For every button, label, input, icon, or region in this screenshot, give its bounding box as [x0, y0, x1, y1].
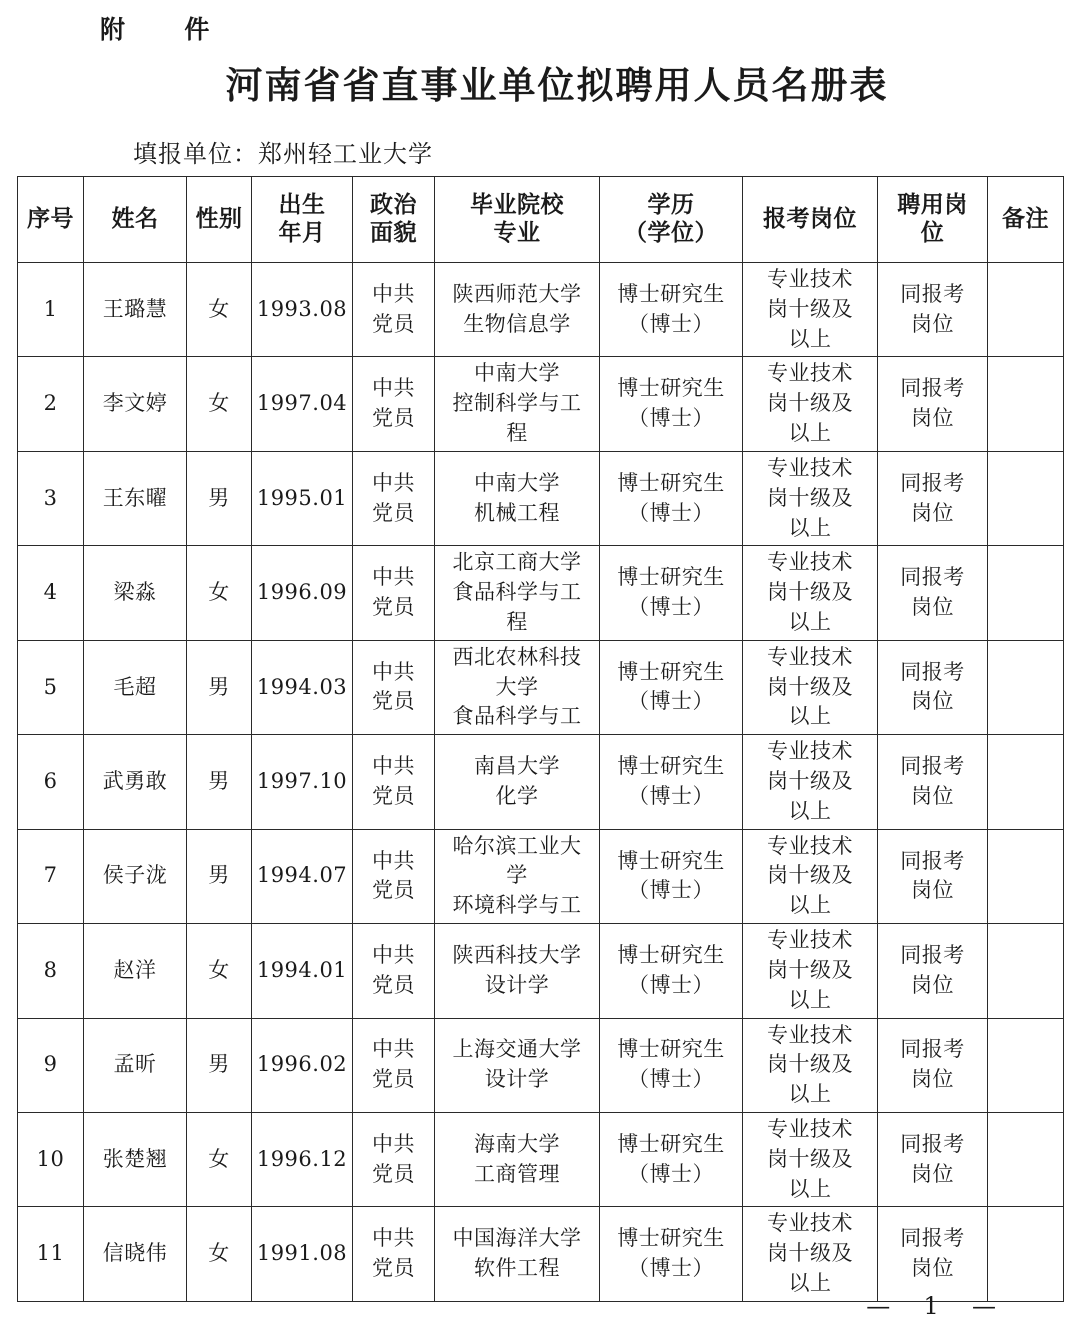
cell-no: 1 — [18, 263, 84, 357]
cell-line: （博士） — [628, 406, 714, 431]
cell-school — [435, 263, 600, 357]
table-row — [18, 1112, 1064, 1206]
cell-line: 学 — [506, 863, 528, 888]
cell-line: 同报考 — [900, 1131, 965, 1156]
cell-sex: 男 — [187, 640, 252, 734]
cell-line: 岗位 — [911, 972, 954, 997]
cell-hire — [878, 1207, 988, 1301]
cell-birth: 1994.03 — [252, 640, 353, 734]
cell-sex: 男 — [187, 829, 252, 923]
table-row — [18, 263, 1064, 357]
cell-hire — [878, 546, 988, 640]
cell-line: 南昌大学 — [474, 754, 560, 779]
cell-pol — [353, 829, 435, 923]
cell-line: 岗十级及 — [767, 863, 853, 888]
cell-line: 同报考 — [900, 659, 965, 684]
cell-line: 程 — [506, 609, 528, 634]
page-number: — 1 — — [866, 1292, 1002, 1320]
table-header — [18, 177, 1064, 263]
cell-line: 岗十级及 — [767, 1146, 853, 1171]
table-row — [18, 357, 1064, 451]
column-header-line: （学位） — [624, 219, 718, 246]
cell-line: 岗位 — [911, 1256, 954, 1281]
cell-line: 博士研究生 — [617, 376, 725, 401]
cell-note — [988, 546, 1064, 640]
cell-line: 同报考 — [900, 1037, 965, 1062]
cell-line: 岗位 — [911, 783, 954, 808]
cell-line: 党员 — [372, 406, 415, 431]
cell-line: （博士） — [628, 689, 714, 714]
cell-name: 赵洋 — [84, 924, 187, 1018]
cell-line: 哈尔滨工业大 — [452, 833, 582, 858]
cell-pol — [353, 1018, 435, 1112]
cell-line: 岗十级及 — [767, 957, 853, 982]
page-title: 河南省省直事业单位拟聘用人员名册表 — [225, 64, 889, 107]
cell-line: 博士研究生 — [617, 848, 725, 873]
cell-line: 岗十级及 — [767, 1241, 853, 1266]
column-header-edu — [600, 177, 743, 263]
cell-line: 党员 — [372, 689, 415, 714]
cell-line: 博士研究生 — [617, 565, 725, 590]
cell-line: 北京工商大学 — [452, 550, 582, 575]
cell-line: 以上 — [788, 1176, 832, 1201]
cell-line: 设计学 — [484, 972, 550, 997]
cell-apply — [743, 1112, 878, 1206]
cell-line: 西北农林科技 — [452, 644, 582, 669]
cell-line: 专业技术 — [767, 455, 853, 480]
cell-line: 岗位 — [911, 595, 954, 620]
cell-name: 侯子泷 — [84, 829, 187, 923]
column-header-line: 面貌 — [370, 219, 417, 246]
table-row — [18, 1207, 1064, 1301]
table-row — [18, 829, 1064, 923]
cell-line: 博士研究生 — [617, 659, 725, 684]
cell-pol — [353, 546, 435, 640]
cell-line: 中国海洋大学 — [452, 1226, 582, 1251]
cell-hire — [878, 829, 988, 923]
cell-hire — [878, 735, 988, 829]
cell-line: 中共 — [372, 754, 415, 779]
cell-line: 党员 — [372, 783, 415, 808]
table-row — [18, 546, 1064, 640]
cell-line: 同报考 — [900, 754, 965, 779]
cell-pol — [353, 640, 435, 734]
cell-apply — [743, 735, 878, 829]
cell-pol — [353, 357, 435, 451]
cell-line: 环境科学与工 — [452, 893, 582, 918]
cell-line: 博士研究生 — [617, 942, 725, 967]
cell-sex: 女 — [187, 1112, 252, 1206]
cell-pol — [353, 1207, 435, 1301]
cell-line: 专业技术 — [767, 1022, 853, 1047]
cell-name: 孟昕 — [84, 1018, 187, 1112]
cell-birth: 1995.01 — [252, 451, 353, 545]
cell-line: 同报考 — [900, 470, 965, 495]
cell-edu — [600, 924, 743, 1018]
cell-line: 中共 — [372, 470, 415, 495]
cell-line: 岗位 — [911, 500, 954, 525]
cell-line: 陕西科技大学 — [452, 942, 582, 967]
cell-no: 8 — [18, 924, 84, 1018]
cell-line: 程 — [506, 421, 528, 446]
cell-sex: 女 — [187, 1207, 252, 1301]
cell-line: （博士） — [628, 500, 714, 525]
cell-line: 岗位 — [911, 406, 954, 431]
cell-line: 岗十级及 — [767, 674, 853, 699]
cell-note — [988, 1207, 1064, 1301]
cell-line: 中共 — [372, 1226, 415, 1251]
cell-school — [435, 735, 600, 829]
cell-birth: 1991.08 — [252, 1207, 353, 1301]
table-row — [18, 735, 1064, 829]
cell-line: 岗十级及 — [767, 296, 853, 321]
column-header-no: 序号 — [18, 177, 84, 263]
cell-line: 中南大学 — [474, 470, 560, 495]
cell-note — [988, 829, 1064, 923]
cell-hire — [878, 451, 988, 545]
cell-name: 信晓伟 — [84, 1207, 187, 1301]
cell-line: 以上 — [788, 609, 832, 634]
cell-birth: 1994.01 — [252, 924, 353, 1018]
cell-line: 以上 — [788, 893, 832, 918]
cell-edu — [600, 546, 743, 640]
cell-line: 岗十级及 — [767, 769, 853, 793]
cell-pol — [353, 1112, 435, 1206]
column-header-line: 位 — [920, 219, 945, 246]
cell-apply — [743, 924, 878, 1018]
cell-no: 6 — [18, 735, 84, 829]
cell-school — [435, 1112, 600, 1206]
cell-apply — [743, 546, 878, 640]
cell-hire — [878, 1112, 988, 1206]
cell-name: 李文婷 — [84, 357, 187, 451]
cell-line: 专业技术 — [767, 644, 853, 669]
cell-line: （博士） — [628, 1256, 714, 1281]
cell-no: 2 — [18, 357, 84, 451]
cell-line: 党员 — [372, 1161, 415, 1186]
cell-line: 专业技术 — [767, 361, 853, 386]
cell-line: 岗位 — [911, 311, 954, 336]
cell-edu — [600, 829, 743, 923]
table-row — [18, 1018, 1064, 1112]
cell-line: 岗十级及 — [767, 580, 853, 605]
cell-apply — [743, 263, 878, 357]
cell-line: 食品科学与工 — [452, 704, 582, 729]
cell-line: 同报考 — [900, 942, 965, 967]
cell-school — [435, 546, 600, 640]
cell-birth: 1997.04 — [252, 357, 353, 451]
cell-line: 中共 — [372, 1131, 415, 1156]
column-header-line: 毕业院校 — [470, 192, 564, 219]
cell-line: 专业技术 — [767, 550, 853, 575]
cell-line: 食品科学与工 — [452, 580, 582, 605]
cell-sex: 男 — [187, 1018, 252, 1112]
cell-note — [988, 263, 1064, 357]
cell-no: 3 — [18, 451, 84, 545]
cell-line: 同报考 — [900, 848, 965, 873]
cell-line: 中共 — [372, 565, 415, 590]
column-header-birth — [252, 177, 353, 263]
cell-line: 专业技术 — [767, 739, 853, 764]
column-header-line: 聘用岗 — [897, 192, 968, 219]
cell-birth: 1996.12 — [252, 1112, 353, 1206]
cell-line: 博士研究生 — [617, 754, 725, 779]
cell-name: 毛超 — [84, 640, 187, 734]
column-header-pol — [353, 177, 435, 263]
cell-edu — [600, 640, 743, 734]
cell-name: 王璐慧 — [84, 263, 187, 357]
cell-line: 专业技术 — [767, 928, 853, 953]
cell-name: 王东曜 — [84, 451, 187, 545]
cell-line: 化学 — [495, 783, 539, 808]
cell-line: 党员 — [372, 878, 415, 903]
cell-line: 党员 — [372, 311, 415, 336]
cell-school — [435, 640, 600, 734]
cell-line: 同报考 — [900, 565, 965, 590]
column-header-line: 年月 — [278, 219, 326, 246]
cell-apply — [743, 640, 878, 734]
cell-line: 同报考 — [900, 1226, 965, 1251]
cell-no: 11 — [18, 1207, 84, 1301]
cell-line: 岗十级及 — [767, 485, 853, 510]
cell-line: （博士） — [628, 972, 714, 997]
table-row — [18, 924, 1064, 1018]
cell-line: 海南大学 — [474, 1131, 560, 1156]
cell-note — [988, 1112, 1064, 1206]
cell-line: 中南大学 — [474, 361, 560, 386]
cell-line: （博士） — [628, 1067, 714, 1092]
cell-hire — [878, 1018, 988, 1112]
cell-apply — [743, 357, 878, 451]
cell-name: 武勇敢 — [84, 735, 187, 829]
cell-line: 岗位 — [911, 878, 954, 903]
cell-line: （博士） — [628, 311, 714, 336]
cell-line: 以上 — [788, 421, 832, 446]
cell-line: 工商管理 — [474, 1161, 560, 1186]
cell-pol — [353, 924, 435, 1018]
cell-no: 4 — [18, 546, 84, 640]
cell-apply — [743, 829, 878, 923]
cell-line: 同报考 — [900, 281, 965, 306]
cell-no: 5 — [18, 640, 84, 734]
cell-edu — [600, 1018, 743, 1112]
cell-line: 党员 — [372, 1256, 415, 1281]
cell-apply — [743, 1018, 878, 1112]
table-body — [18, 263, 1064, 1302]
cell-edu — [600, 1207, 743, 1301]
cell-sex: 女 — [187, 263, 252, 357]
cell-edu — [600, 357, 743, 451]
cell-school — [435, 357, 600, 451]
cell-note — [988, 924, 1064, 1018]
cell-name: 梁淼 — [84, 546, 187, 640]
cell-pol — [353, 451, 435, 545]
reporting-unit-line: 填报单位：郑州轻工业大学 — [133, 140, 433, 168]
cell-sex: 女 — [187, 546, 252, 640]
cell-line: 党员 — [372, 972, 415, 997]
cell-note — [988, 735, 1064, 829]
cell-line: 岗位 — [911, 689, 954, 714]
cell-line: 中共 — [372, 659, 415, 684]
cell-line: 同报考 — [900, 376, 965, 401]
personnel-roster-table — [17, 176, 1064, 1302]
cell-line: 以上 — [788, 987, 832, 1012]
cell-line: 以上 — [788, 704, 832, 729]
cell-line: 以上 — [788, 515, 832, 540]
cell-line: 大学 — [495, 674, 539, 699]
cell-school — [435, 1018, 600, 1112]
cell-pol — [353, 263, 435, 357]
cell-birth: 1993.08 — [252, 263, 353, 357]
cell-line: 以上 — [788, 1082, 832, 1107]
cell-line: 中共 — [372, 376, 415, 401]
cell-edu — [600, 451, 743, 545]
cell-name: 张楚翘 — [84, 1112, 187, 1206]
cell-line: 岗十级及 — [767, 1052, 853, 1077]
column-header-line: 专业 — [493, 219, 541, 246]
cell-apply — [743, 451, 878, 545]
column-header-apply: 报考岗位 — [743, 177, 878, 263]
column-header-line: 政治 — [370, 192, 417, 219]
column-header-hire — [878, 177, 988, 263]
cell-line: 生物信息学 — [463, 311, 571, 336]
cell-line: 博士研究生 — [617, 1226, 725, 1251]
cell-line: （博士） — [628, 878, 714, 903]
cell-note — [988, 1018, 1064, 1112]
cell-edu — [600, 263, 743, 357]
cell-birth: 1997.10 — [252, 735, 353, 829]
column-header-line: 学历 — [647, 192, 695, 219]
cell-line: （博士） — [628, 595, 714, 620]
cell-line: 专业技术 — [767, 1211, 853, 1236]
cell-no: 10 — [18, 1112, 84, 1206]
cell-hire — [878, 357, 988, 451]
cell-note — [988, 357, 1064, 451]
cell-line: 博士研究生 — [617, 470, 725, 495]
table-header-row — [18, 177, 1064, 263]
cell-line: 专业技术 — [767, 1116, 853, 1141]
cell-school — [435, 1207, 600, 1301]
cell-pol — [353, 735, 435, 829]
cell-school — [435, 924, 600, 1018]
column-header-name: 姓名 — [84, 177, 187, 263]
cell-line: 以上 — [788, 798, 832, 823]
column-header-line: 出生 — [278, 192, 326, 219]
cell-line: 控制科学与工 — [452, 391, 582, 416]
cell-line: 设计学 — [484, 1067, 550, 1092]
cell-line: 陕西师范大学 — [452, 281, 582, 306]
cell-line: 以上 — [788, 1271, 832, 1295]
cell-line: 党员 — [372, 1067, 415, 1092]
column-header-sex: 性别 — [187, 177, 252, 263]
cell-line: 博士研究生 — [617, 281, 725, 306]
cell-line: 专业技术 — [767, 833, 853, 858]
cell-line: 中共 — [372, 1037, 415, 1062]
column-header-note: 备注 — [988, 177, 1064, 263]
cell-line: 党员 — [372, 595, 415, 620]
cell-line: 博士研究生 — [617, 1131, 725, 1156]
cell-line: 岗位 — [911, 1161, 954, 1186]
cell-sex: 男 — [187, 451, 252, 545]
cell-line: 岗十级及 — [767, 391, 853, 416]
table-row — [18, 451, 1064, 545]
cell-line: 机械工程 — [474, 500, 560, 525]
cell-line: 中共 — [372, 281, 415, 306]
cell-apply — [743, 1207, 878, 1301]
cell-line: 中共 — [372, 942, 415, 967]
cell-note — [988, 451, 1064, 545]
cell-sex: 女 — [187, 924, 252, 1018]
cell-sex: 男 — [187, 735, 252, 829]
cell-line: 党员 — [372, 500, 415, 525]
cell-line: 岗位 — [911, 1067, 954, 1092]
cell-school — [435, 451, 600, 545]
cell-no: 9 — [18, 1018, 84, 1112]
attachment-label: 附 件 — [100, 15, 224, 44]
cell-sex: 女 — [187, 357, 252, 451]
cell-edu — [600, 735, 743, 829]
cell-birth: 1994.07 — [252, 829, 353, 923]
cell-hire — [878, 924, 988, 1018]
cell-edu — [600, 1112, 743, 1206]
cell-line: 中共 — [372, 848, 415, 873]
cell-line: （博士） — [628, 783, 714, 808]
cell-line: 以上 — [788, 326, 832, 351]
table-row — [18, 640, 1064, 734]
cell-hire — [878, 640, 988, 734]
cell-line: 上海交通大学 — [452, 1037, 582, 1062]
cell-hire — [878, 263, 988, 357]
cell-line: 专业技术 — [767, 267, 853, 291]
cell-line: 软件工程 — [474, 1256, 560, 1281]
cell-birth: 1996.02 — [252, 1018, 353, 1112]
cell-school — [435, 829, 600, 923]
cell-no: 7 — [18, 829, 84, 923]
cell-line: 博士研究生 — [617, 1037, 725, 1062]
cell-birth: 1996.09 — [252, 546, 353, 640]
cell-note — [988, 640, 1064, 734]
cell-line: （博士） — [628, 1161, 714, 1186]
column-header-school — [435, 177, 600, 263]
